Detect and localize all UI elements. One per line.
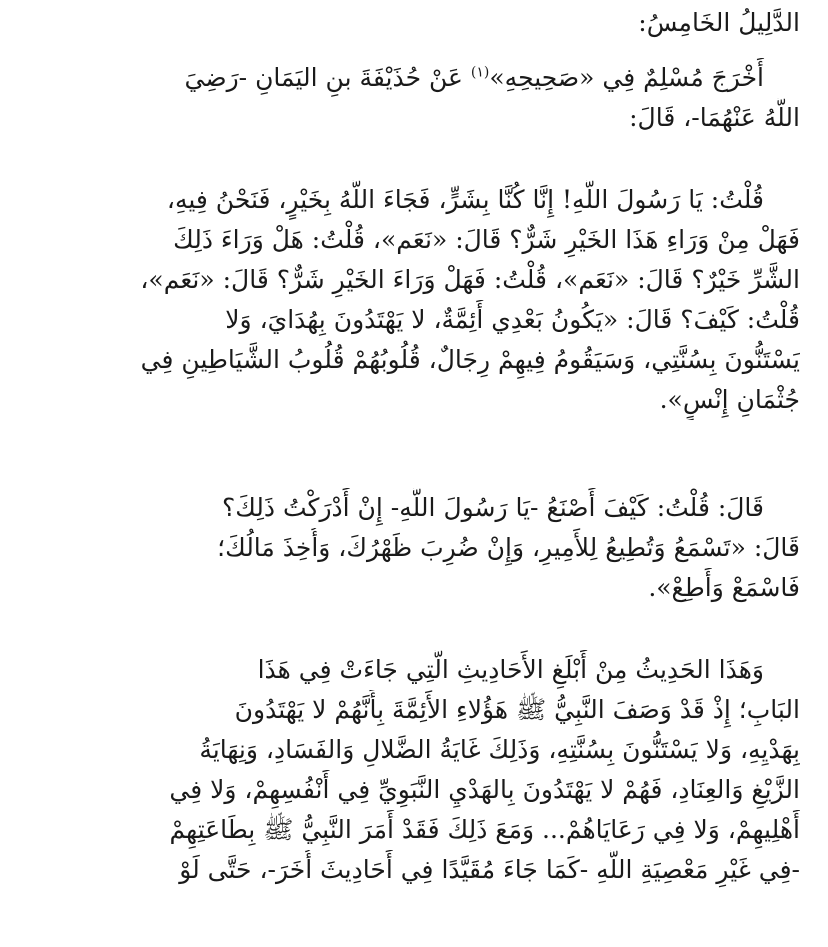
text-line: أَهْلِيهِمْ، وَلا فِي رَعَايَاهُمْ... وَمَعَ ذَلِكَ فَقَدْ أَمَرَ النَّبِيُّ ﷺ بِطَاعَتِهِمْ bbox=[169, 815, 800, 844]
text-line: الشَّرِّ خَيْرٌ؟ قَالَ: «نَعَم»، قُلْتُ: فَهَلْ وَرَاءَ الخَيْرِ شَرٌّ؟ قَالَ: «نَعَم»، bbox=[140, 265, 800, 294]
text-line: -فِي غَيْرِ مَعْصِيَةِ اللَّهِ -كَمَا جَاءَ مُقَيَّدًا فِي أَحَادِيثَ أُخَرَ-، حَتَّى لَوْ bbox=[179, 855, 800, 884]
text-line: يَسْتَنُّونَ بِسُنَّتِي، وَسَيَقُومُ فِيهِمْ رِجَالٌ، قُلُوبُهُمْ قُلُوبُ الشَّيَاطِينِ فِي bbox=[140, 345, 800, 374]
text-segment: عَنْ حُذَيْفَةَ بنِ اليَمَانِ -رَضِيَ bbox=[184, 63, 471, 92]
text-line: البَابِ؛ إِذْ قَدْ وَصَفَ النَّبِيُّ ﷺ هَؤُلاءِ الأَئِمَّةَ بِأَنَّهُمْ لا يَهْتَدُونَ bbox=[234, 695, 800, 724]
text-line: جُثْمَانِ إِنْسٍ». bbox=[659, 385, 800, 414]
text-line: الزَّيْغِ وَالعِنَادِ، فَهُمْ لا يَهْتَدُونَ بِالهَدْيِ النَّبَوِيِّ فِي أَنْفُسِهِمْ، وَلا فِي bbox=[169, 775, 800, 804]
text-line: قَالَ: «تَسْمَعُ وَتُطِيعُ لِلأَمِيرِ، وَإِنْ ضُرِبَ ظَهْرُكَ، وَأُخِذَ مَالُكَ؛ bbox=[217, 533, 800, 562]
text-line: بِهَدْيِهِ، وَلا يَسْتَنُّونَ بِسُنَّتِهِ، وَذَلِكَ غَايَةُ الضَّلالِ وَالفَسَادِ، وَنِهَايَةُ bbox=[199, 735, 800, 764]
text-line: وَهَذَا الحَدِيثُ مِنْ أَبْلَغِ الأَحَادِيثِ الَّتِي جَاءَتْ فِي هَذَا bbox=[257, 655, 764, 684]
section-heading: الدَّلِيلُ الخَامِسُ: bbox=[638, 8, 800, 37]
text-line: اللَّهُ عَنْهُمَا-، قَالَ: bbox=[629, 103, 800, 132]
paragraph-question bbox=[38, 488, 800, 608]
paragraph-intro bbox=[38, 58, 800, 138]
text-line: فَهَلْ مِنْ وَرَاءِ هَذَا الخَيْرِ شَرٌّ؟ قَالَ: «نَعَم»، قُلْتُ: هَلْ وَرَاءَ ذَلِكَ bbox=[173, 225, 800, 254]
footnote-marker: (١) bbox=[470, 64, 490, 81]
text-line: قُلْتُ: كَيْفَ؟ قَالَ: «يَكُونُ بَعْدِي أَئِمَّةٌ، لا يَهْتَدُونَ بِهُدَايَ، وَلا bbox=[225, 305, 800, 334]
text-line: قُلْتُ: يَا رَسُولَ اللَّهِ! إِنَّا كُنَّا بِشَرٍّ، فَجَاءَ اللَّهُ بِخَيْرٍ، فَنَحْنُ فِيهِ، bbox=[166, 185, 764, 214]
text-line: قَالَ: قُلْتُ: كَيْفَ أَصْنَعُ -يَا رَسُولَ اللَّهِ- إِنْ أَدْرَكْتُ ذَلِكَ؟ bbox=[221, 493, 764, 522]
document-page bbox=[38, 0, 800, 947]
text-line bbox=[38, 58, 800, 98]
paragraph-hadith bbox=[38, 180, 800, 420]
text-segment: أَخْرَجَ مُسْلِمٌ فِي «صَحِيحِهِ» bbox=[489, 63, 764, 92]
text-line: فَاسْمَعْ وَأَطِعْ». bbox=[648, 573, 800, 602]
paragraph-commentary bbox=[38, 650, 800, 890]
